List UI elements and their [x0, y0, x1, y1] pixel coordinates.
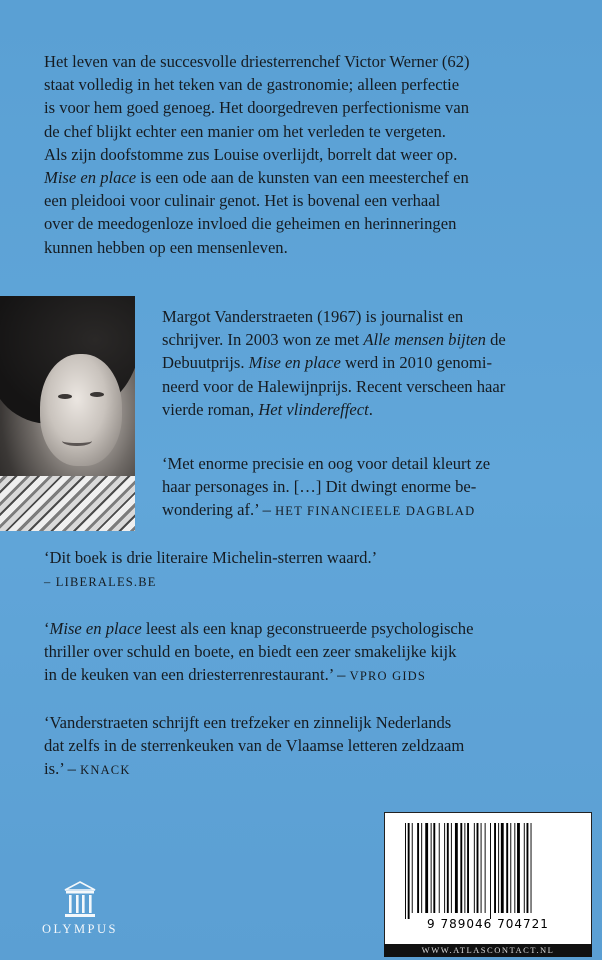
barcode-bar	[431, 823, 432, 913]
barcode-bar	[433, 823, 435, 913]
barcode-bar	[451, 823, 452, 913]
barcode-bar	[490, 823, 491, 919]
isbn-barcode	[384, 812, 592, 946]
barcode-bar	[474, 823, 475, 913]
publisher-name: OLYMPUS	[42, 922, 118, 936]
quote-source: HET FINANCIEELE DAGBLAD	[275, 504, 476, 519]
barcode-bar	[417, 823, 419, 913]
barcode-bar	[444, 823, 445, 913]
author-photo	[0, 296, 135, 531]
barcode-bar	[408, 823, 410, 919]
quote-source: VPRO GIDS	[349, 669, 427, 684]
book-blurb: Het leven van de succesvolle driesterrenchef Victor Werner (62) staat volledig in het teken van de gastronomie; alleen perfectie is voor hem goed genoeg. Het doorgedreven perfectionisme van de chef blijkt echter een manier om het verleden te vergeten. Als zijn doofstomme zus Louise overlijdt, borrelt dat weer op. Mise en place is een ode aan de kunsten van een meesterchef en een pleidooi voor culinair genot. Het is bovenal een verhaal over de meedogenloze invloed die geheimen en herinneringen kunnen hebben op een mensenleven.	[44, 52, 470, 257]
barcode-bar	[506, 823, 508, 913]
author-bio: Margot Vanderstraeten (1967) is journalist en schrijver. In 2003 won ze met Alle mensen bijten de Debuutprijs. Mise en place werd in 2010 genomi- neerd voor de Halewijnprijs. Recent verscheen haar vierde roman, Het vlindereffect.	[162, 307, 506, 419]
barcode-bar	[421, 823, 422, 913]
barcode-bar	[447, 823, 449, 913]
quote-source: KNACK	[80, 763, 131, 778]
barcode-bar	[455, 823, 458, 913]
quote-source: – LIBERALES.BE	[44, 575, 157, 590]
review-quote-liberales: ‘Dit boek is drie literaire Michelin-sterren waard.’ – LIBERALES.BE	[44, 548, 378, 590]
barcode-bar	[425, 823, 428, 913]
barcode-bar	[514, 823, 515, 913]
book-title: Mise en place	[44, 168, 137, 188]
barcode-bar	[485, 823, 486, 913]
review-quote-knack: ‘Vanderstraeten schrijft een trefzeker en zinnelijk Nederlands dat zelfs in de sterrenkeuken van de Vlaamse letteren zeldzaam is.’ – KNACK	[44, 713, 465, 779]
publisher-logo	[42, 880, 118, 950]
barcode-bar	[412, 823, 413, 913]
barcode-bars	[403, 821, 573, 921]
temple-icon	[63, 880, 97, 920]
barcode-bar	[517, 823, 520, 913]
review-quote-fd: ‘Met enorme precisie en oog voor detail kleurt ze haar personages in. […] Dit dwingt enorme be- wondering af.’ – HET FINANCIEELE DAGBLAD	[162, 454, 491, 520]
barcode-bar	[527, 823, 529, 913]
barcode-bar	[481, 823, 482, 913]
barcode-bar	[498, 823, 499, 913]
barcode-bar	[405, 823, 406, 919]
review-quote-vpro: ‘Mise en place leest als een knap geconstrueerde psychologische thriller over schuld en boete, en biedt een zeer smakelijke kijk in de keuken van een driesterrenrestaurant.’ – VPRO GIDS	[44, 619, 474, 685]
publisher-url: WWW.ATLASCONTACT.NL	[384, 944, 592, 957]
barcode-bar	[510, 823, 511, 913]
barcode-bar	[531, 823, 532, 913]
isbn-number: 9 789046 704721	[427, 917, 549, 931]
barcode-bar	[464, 823, 465, 913]
barcode-bar	[477, 823, 479, 913]
barcode-bar	[501, 823, 504, 913]
barcode-bar	[494, 823, 496, 913]
barcode-bar	[467, 823, 469, 913]
barcode-bar	[524, 823, 525, 913]
barcode-bar	[460, 823, 462, 913]
barcode-bar	[439, 823, 440, 913]
